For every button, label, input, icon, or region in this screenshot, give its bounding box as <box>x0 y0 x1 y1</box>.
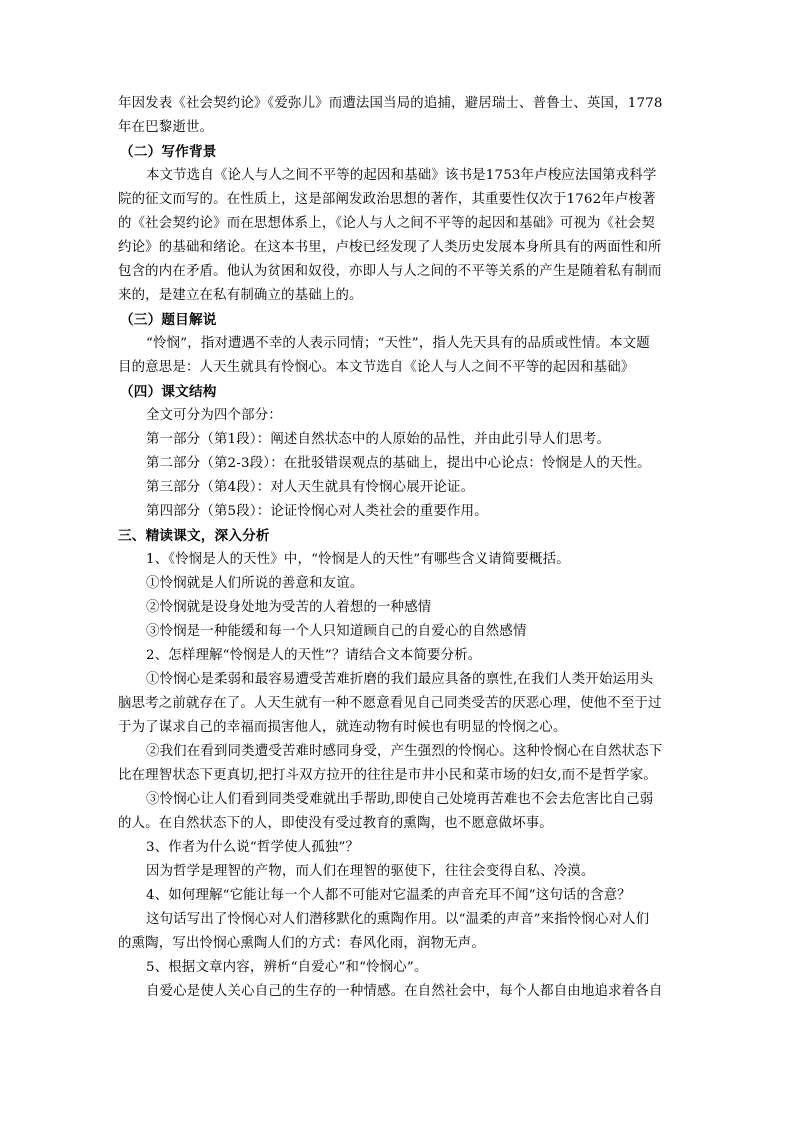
text-line: 目的意思是：人天生就具有怜悯心。本文节选自《论人与人之间不平等的起因和基础》 <box>118 360 635 375</box>
text-line: 的熏陶，写出怜悯心熏陶人们的方式：春风化雨，润物无声。 <box>118 936 485 951</box>
text-line: 第三部分（第4段）：对人天生就具有怜悯心展开论证。 <box>146 480 475 495</box>
text-line: 因为哲学是理智的产物，而人们在理智的驱使下，往往会变得自私、冷漠。 <box>146 864 595 879</box>
text-line: ③怜悯是一种能缓和每一个人只知道顾自己的自爱心的自然感情 <box>146 624 527 639</box>
text-line: 院的征文而写的。在性质上，这是部阐发政治思想的著作，其重要性仅次于1762年卢梭著 <box>118 192 656 207</box>
text-line: ①怜悯就是人们所说的善意和友谊。 <box>146 576 364 591</box>
text-line: 包含的内在矛盾。他认为贫困和奴役，亦即人与人之间的不平等关系的产生是随着私有制而 <box>118 264 662 279</box>
text-line: 比在理智状态下更真切,把打斗双方拉开的往往是市井小民和菜市场的妇女,而不是哲学家。 <box>118 768 657 783</box>
text-line: 5、根据文章内容，辨析“自爱心”和“怜悯心”。 <box>146 960 428 975</box>
text-line: 来的，是建立在私有制确立的基础上的。 <box>118 288 363 303</box>
text-line: 约论》的基础和绪论。在这本书里，卢梭已经发现了人类历史发展本身所具有的两面性和所 <box>118 240 662 255</box>
text-line: ①怜悯心是柔弱和最容易遭受苦难折磨的我们最应具备的禀性,在我们人类开始运用头 <box>146 672 654 687</box>
text-line: 1、《怜悯是人的天性》中，“怜悯是人的天性”有哪些含义请简要概括。 <box>146 552 570 567</box>
text-line: 第四部分（第5段）：论证怜悯心对人类社会的重要作用。 <box>146 504 488 519</box>
text-line: 3、作者为什么说“哲学使人孤独”？ <box>146 840 360 855</box>
text-line: 自爱心是使人关心自己的生存的一种情感。在自然社会中，每个人都自由地追求着各自 <box>146 984 663 999</box>
text-line: 的《社会契约论》而在思想体系上，《论人与人之间不平等的起因和基础》可视为《社会契 <box>118 216 655 231</box>
text-line: 4、如何理解“它能让每一个人都不可能对它温柔的声音充耳不闻”这句话的含意？ <box>146 888 631 903</box>
text-line: 第二部分（第2-3段）：在批驳错误观点的基础上，提出中心论点：怜悯是人的天性。 <box>146 456 651 471</box>
document-page <box>118 92 680 1004</box>
text-line: 这句话写出了怜悯心对人们潜移默化的熏陶作用。以“温柔的声音”来指怜悯心对人们 <box>146 912 650 927</box>
text-line: 第一部分（第1段）：阐述自然状态中的人原始的品性，并由此引导人们思考。 <box>146 432 611 447</box>
section-heading: （三）题目解说 <box>120 312 217 328</box>
text-line: 年在巴黎逝世。 <box>118 120 214 135</box>
section-heading: （四）课文结构 <box>120 384 217 400</box>
text-line: 年因发表《社会契约论》《爱弥儿》而遭法国当局的追捕，避居瑞士、普鲁士、英国，1778 <box>118 96 663 111</box>
text-line: 脑思考之前就存在了。人天生就有一种不愿意看见自己同类受苦的厌恶心理，使他不至于过 <box>118 696 662 711</box>
text-line: 的人。在自然状态下的人，即使没有受过教育的熏陶，也不愿意做坏事。 <box>118 816 553 831</box>
main-section-heading: 三、精读课文，深入分析 <box>118 528 270 544</box>
text-line: ②怜悯就是设身处地为受苦的人着想的一种感情 <box>146 600 432 615</box>
text-line: ②我们在看到同类遭受苦难时感同身受，产生强烈的怜悯心。这种怜悯心在自然状态下 <box>146 744 663 759</box>
text-line: 于为了谋求自己的幸福而损害他人，就连动物有时候也有明显的怜悯之心。 <box>118 720 567 735</box>
text-line: “怜悯”，指对遭遇不幸的人表示同情；“天性”，指人先天具有的品质或性情。本文题 <box>146 336 650 351</box>
section-heading: （二）写作背景 <box>120 144 217 160</box>
text-line: ③怜悯心让人们看到同类受难就出手帮助,即使自己处境再苦难也不会去危害比自己弱 <box>146 792 654 807</box>
text-line: 全文可分为四个部分： <box>146 408 282 423</box>
text-line: 本文节选自《论人与人之间不平等的起因和基础》该书是1753年卢梭应法国第戎科学 <box>146 168 657 183</box>
text-line: 2、怎样理解“怜悯是人的天性”？请结合文本简要分析。 <box>146 648 482 663</box>
